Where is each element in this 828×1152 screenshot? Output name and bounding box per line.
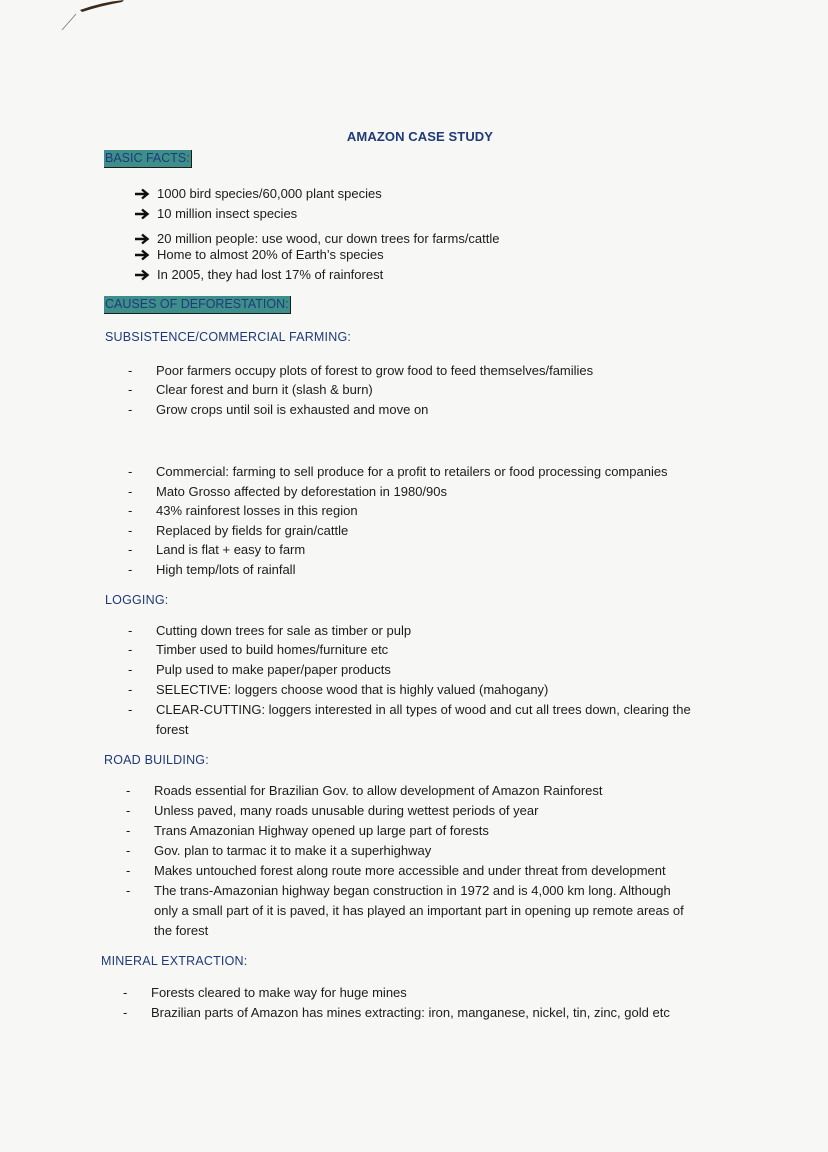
- farming-heading: SUBSISTENCE/COMMERCIAL FARMING:: [105, 330, 352, 344]
- item-text: Unless paved, many roads unusable during wettest periods of year: [154, 803, 539, 818]
- item-text: Cutting down trees for sale as timber or pulp: [156, 623, 412, 638]
- arrow-right-icon: [134, 188, 150, 200]
- item-text: The trans-Amazonian highway began construction in 1972 and is 4,000 km long. Although: [154, 883, 671, 898]
- bullet-dash: -: [128, 542, 133, 557]
- item-text: Pulp used to make paper/paper products: [156, 662, 391, 677]
- arrow-right-icon: [134, 208, 150, 220]
- bullet-dash: -: [126, 843, 131, 858]
- item-text: Land is flat + easy to farm: [156, 542, 306, 557]
- bullet-dash: -: [126, 783, 131, 798]
- bullet-dash: -: [123, 1005, 128, 1020]
- fact-text: 1000 bird species/60,000 plant species: [157, 186, 382, 201]
- bullet-dash: -: [126, 883, 131, 898]
- item-text: CLEAR-CUTTING: loggers interested in all types of wood and cut all trees down, clearing the: [156, 702, 691, 717]
- bullet-dash: -: [128, 402, 133, 417]
- bullet-dash: -: [128, 464, 133, 479]
- fact-text: 10 million insect species: [157, 206, 298, 221]
- item-text: Mato Grosso affected by deforestation in 1980/90s: [156, 484, 447, 499]
- basic-facts-heading: BASIC FACTS:: [104, 150, 192, 168]
- causes-heading: CAUSES OF DEFORESTATION:: [104, 296, 291, 314]
- bullet-dash: -: [128, 503, 133, 518]
- bullet-dash: -: [128, 382, 133, 397]
- item-text: Commercial: farming to sell produce for a profit to retailers or food processing companies: [156, 464, 668, 479]
- item-text: Gov. plan to tarmac it to make it a superhighway: [154, 843, 432, 858]
- page-title: AMAZON CASE STUDY: [346, 129, 494, 144]
- bullet-dash: -: [126, 863, 131, 878]
- bullet-dash: -: [126, 803, 131, 818]
- item-text: the forest: [154, 923, 209, 938]
- bullet-dash: -: [123, 985, 128, 1000]
- item-text: SELECTIVE: loggers choose wood that is highly valued (mahogany): [156, 682, 549, 697]
- bullet-dash: -: [128, 523, 133, 538]
- arrow-right-icon: [134, 269, 150, 281]
- item-text: Trans Amazonian Highway opened up large part of forests: [154, 823, 489, 838]
- item-text: Clear forest and burn it (slash & burn): [156, 382, 373, 397]
- item-text: only a small part of it is paved, it has played an important part in opening up remote areas of: [154, 903, 684, 918]
- mineral-heading: MINERAL EXTRACTION:: [101, 954, 248, 968]
- item-text: Grow crops until soil is exhausted and move on: [156, 402, 429, 417]
- item-text: Poor farmers occupy plots of forest to grow food to feed themselves/families: [156, 363, 594, 378]
- item-text: 43% rainforest losses in this region: [156, 503, 358, 518]
- item-text: High temp/lots of rainfall: [156, 562, 296, 577]
- bullet-dash: -: [128, 623, 133, 638]
- corner-pen-mark: [52, 0, 132, 40]
- item-text: Brazilian parts of Amazon has mines extracting: iron, manganese, nickel, tin, zinc, gold etc: [151, 1005, 670, 1020]
- fact-text: 20 million people: use wood, cur down trees for farms/cattle: [157, 231, 500, 246]
- bullet-dash: -: [128, 682, 133, 697]
- logging-heading: LOGGING:: [105, 593, 169, 607]
- bullet-dash: -: [128, 702, 133, 717]
- item-text: Forests cleared to make way for huge mines: [151, 985, 407, 1000]
- fact-text: In 2005, they had lost 17% of rainforest: [157, 267, 384, 282]
- bullet-dash: -: [128, 562, 133, 577]
- bullet-dash: -: [126, 823, 131, 838]
- arrow-right-icon: [134, 233, 150, 245]
- roads-heading: ROAD BUILDING:: [104, 753, 209, 767]
- item-text: forest: [156, 722, 189, 737]
- item-text: Replaced by fields for grain/cattle: [156, 523, 349, 538]
- item-text: Roads essential for Brazilian Gov. to allow development of Amazon Rainforest: [154, 783, 603, 798]
- bullet-dash: -: [128, 642, 133, 657]
- bullet-dash: -: [128, 662, 133, 677]
- item-text: Makes untouched forest along route more accessible and under threat from development: [154, 863, 666, 878]
- fact-text: Home to almost 20% of Earth’s species: [157, 247, 384, 262]
- arrow-right-icon: [134, 249, 150, 261]
- bullet-dash: -: [128, 363, 133, 378]
- bullet-dash: -: [128, 484, 133, 499]
- item-text: Timber used to build homes/furniture etc: [156, 642, 389, 657]
